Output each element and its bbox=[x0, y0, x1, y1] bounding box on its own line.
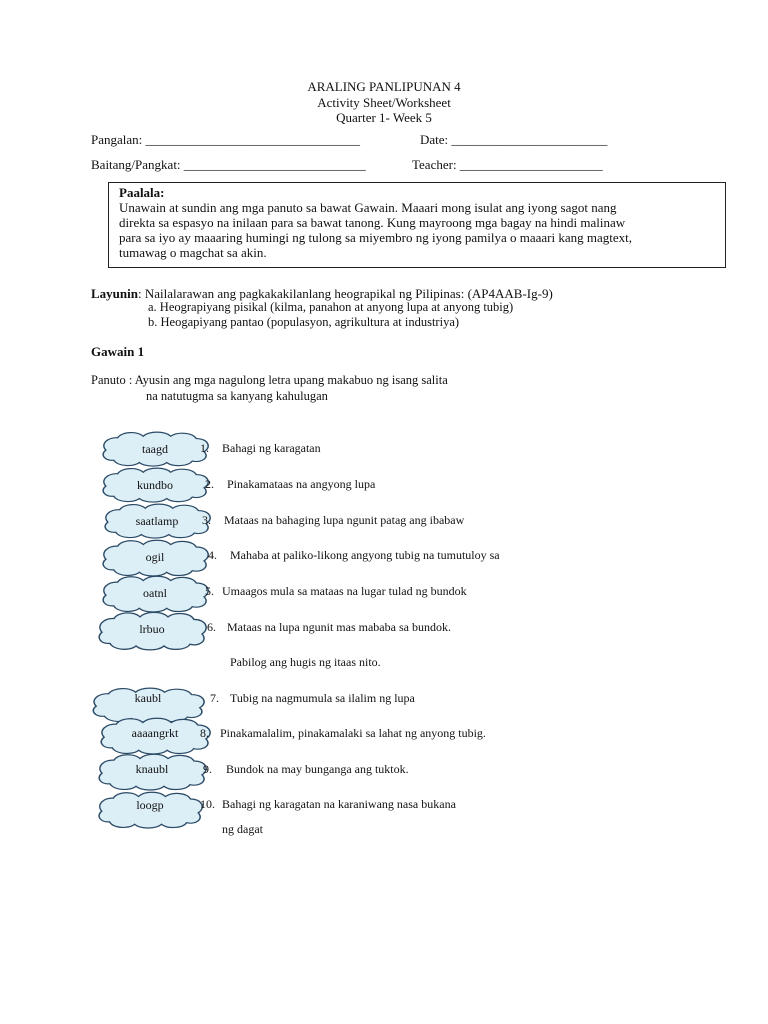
paalala-line: para sa iyo ay maaaring humingi ng tulong sa miyembro ng iyong pamilya o maaari kang magtext, bbox=[119, 230, 633, 245]
item-number: 5. bbox=[205, 584, 214, 598]
item-definition: Umaagos mula sa mataas na lugar tulad ng bundok bbox=[222, 584, 467, 598]
paalala-line: Unawain at sundin ang mga panuto sa bawat Gawain. Maaari mong isulat ang iyong sagot nang bbox=[119, 200, 617, 215]
item-number: 4. bbox=[208, 548, 217, 562]
scrambled-word-cloud bbox=[98, 716, 212, 756]
scrambled-word: ogil bbox=[145, 550, 165, 564]
scrambled-word: kundbo bbox=[137, 478, 173, 492]
panuto-line-1: Panuto : Ayusin ang mga nagulong letra upang makabuo ng isang salita bbox=[91, 373, 448, 387]
scrambled-word-cloud bbox=[96, 752, 208, 792]
paalala-title: Paalala: bbox=[119, 185, 165, 200]
item-number: 3. bbox=[202, 513, 211, 527]
item-definition: Bahagi ng karagatan bbox=[222, 441, 321, 455]
scrambled-word-cloud bbox=[96, 610, 208, 652]
scrambled-word: loogp bbox=[136, 798, 164, 812]
layunin-text: : Nailalarawan ang pagkakakilanlang heograpikal ng Pilipinas: (AP4AAB-Ig-9) bbox=[137, 286, 553, 301]
item-definition: Mahaba at paliko-likong angyong tubig na tumutuloy sa bbox=[230, 548, 500, 562]
item-6-continuation: Pabilog ang hugis ng itaas nito. bbox=[230, 655, 381, 669]
item-definition: Bahagi ng karagatan na karaniwang nasa bukana bbox=[222, 797, 456, 811]
item-definition: Pinakamataas na angyong lupa bbox=[227, 477, 376, 491]
item-number: 7. bbox=[210, 691, 219, 705]
scrambled-word: saatlamp bbox=[135, 514, 179, 528]
item-definition: Mataas na bahaging lupa ngunit patag ang ibabaw bbox=[224, 513, 465, 527]
scrambled-word-cloud bbox=[100, 466, 210, 504]
pangalan-field[interactable]: Pangalan: _________________________________ bbox=[91, 132, 361, 147]
scrambled-word: taagd bbox=[142, 442, 168, 456]
paalala-box bbox=[108, 182, 726, 268]
item-definition: Bundok na may bunganga ang tuktok. bbox=[226, 762, 409, 776]
item-number: 8. bbox=[200, 726, 209, 740]
scrambled-word-cloud bbox=[100, 574, 210, 614]
scrambled-word: aaaangrkt bbox=[131, 726, 179, 740]
scrambled-word: knaubl bbox=[135, 762, 169, 776]
item-10-continuation: ng dagat bbox=[222, 822, 263, 836]
item-number: 10. bbox=[200, 797, 215, 811]
layunin-b: b. Heogapiyang pantao (populasyon, agrikultura at industriya) bbox=[148, 315, 460, 329]
scrambled-word-cloud bbox=[96, 790, 204, 830]
scrambled-word: kaubl bbox=[134, 691, 162, 705]
worksheet-quarter: Quarter 1- Week 5 bbox=[336, 110, 432, 125]
baitang-pangkat-field[interactable]: Baitang/Pangkat: ____________________________ bbox=[91, 157, 366, 172]
paalala-line: direkta sa espasyo na inilaan para sa bawat tanong. Kung mayroong mga bagay na hindi malinaw bbox=[119, 215, 626, 230]
scrambled-word-cloud bbox=[100, 538, 210, 578]
teacher-field[interactable]: Teacher: ______________________ bbox=[412, 157, 603, 172]
scrambled-word-cloud bbox=[100, 430, 210, 468]
worksheet-subject: ARALING PANLIPUNAN 4 bbox=[307, 79, 461, 94]
item-number: 9. bbox=[203, 762, 212, 776]
layunin-label: Layunin bbox=[91, 286, 138, 301]
scrambled-word-cloud bbox=[102, 502, 212, 540]
item-definition: Pinakamalalim, pinakamalaki sa lahat ng anyong tubig. bbox=[220, 726, 486, 740]
item-number: 1. bbox=[200, 441, 209, 455]
date-field[interactable]: Date: ________________________ bbox=[420, 132, 608, 147]
scrambled-word: oatnl bbox=[143, 586, 167, 600]
item-definition: Tubig na nagmumula sa ilalim ng lupa bbox=[230, 691, 415, 705]
panuto-line-2: na natutugma sa kanyang kahulugan bbox=[146, 389, 328, 403]
item-number: 6. bbox=[207, 620, 216, 634]
worksheet-type: Activity Sheet/Worksheet bbox=[317, 95, 451, 110]
layunin-a: a. Heograpiyang pisikal (kilma, panahon at anyong lupa at anyong tubig) bbox=[148, 300, 514, 314]
item-number: 2. bbox=[205, 477, 214, 491]
paalala-line: tumawag o magchat sa akin. bbox=[119, 245, 267, 260]
item-definition: Mataas na lupa ngunit mas mababa sa bundok. bbox=[227, 620, 451, 634]
scrambled-word: lrbuo bbox=[139, 622, 165, 636]
gawain-title: Gawain 1 bbox=[91, 344, 145, 359]
